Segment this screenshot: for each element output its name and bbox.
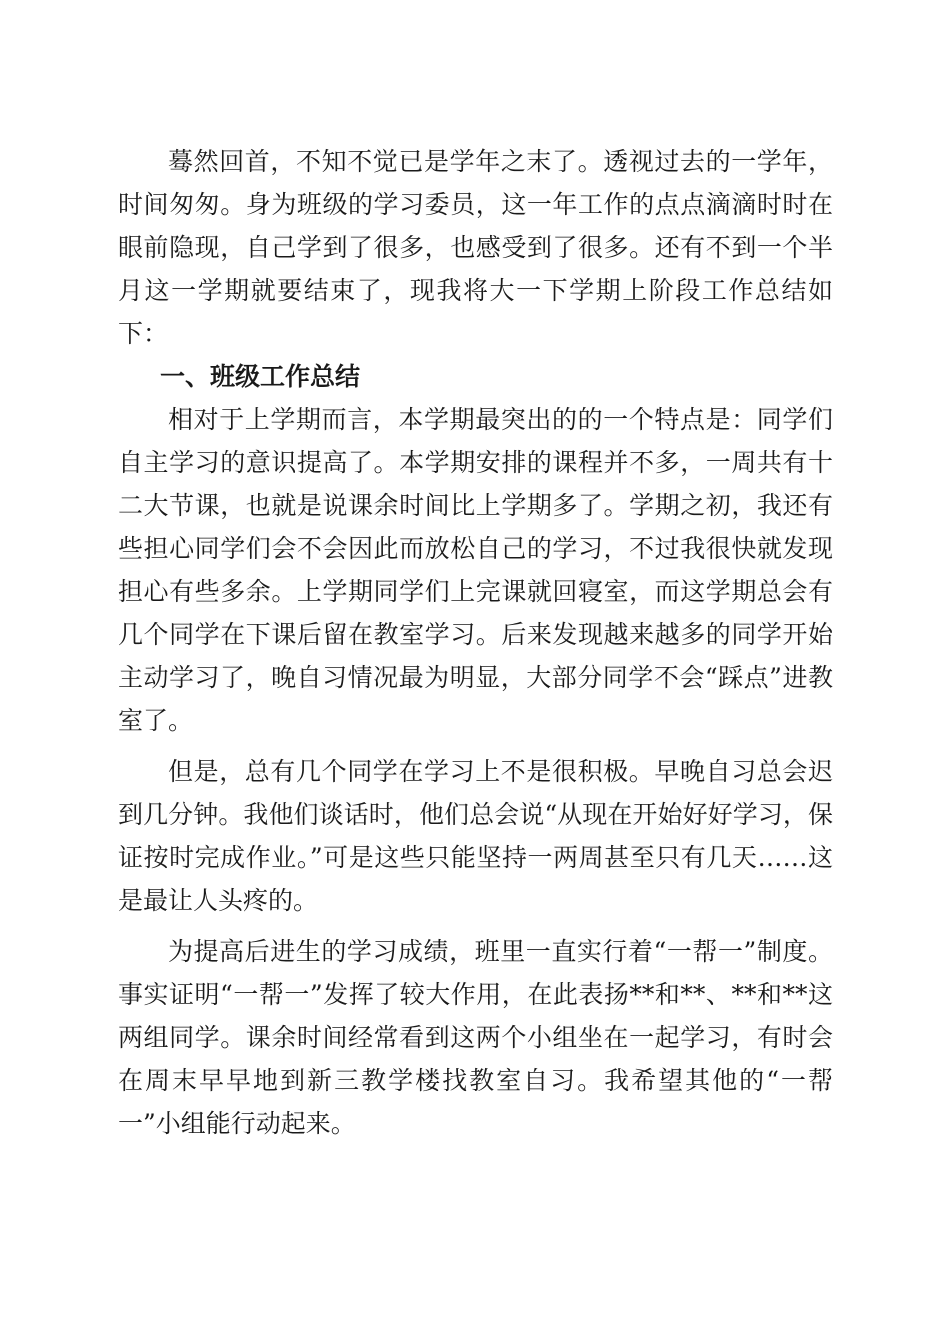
paragraph-problems: 但是，总有几个同学在学习上不是很积极。早晚自习总会迟到几分钟。我他们谈话时，他们总会说“从现在开始好好学习，保证按时完成作业。”可是这些只能坚持一两周甚至只有几天……这是最让人头疼的。 bbox=[118, 757, 833, 915]
paragraph-self-study: 相对于上学期而言，本学期最突出的的一个特点是：同学们自主学习的意识提高了。本学期安排的课程并不多，一周共有十二大节课，也就是说课余时间比上学期多了。学期之初，我还有些担心同学们会不会因此而放松自己的学习，不过我很快就发现担心有些多余。上学期同学们上完课就回寝室，而这学期总会有几个同学在下课后留在教室学习。后来发现越来越多的同学开始主动学习了，晚自习情况最为明显，大部分同学不会“踩点”进教室了。 bbox=[118, 405, 833, 735]
section-heading-class-work: 一、班级工作总结 bbox=[160, 362, 361, 391]
paragraph-one-help-one: 为提高后进生的学习成绩，班里一直实行着“一帮一”制度。事实证明“一帮一”发挥了较大作用，在此表扬**和**、**和**这两组同学。课余时间经常看到这两个小组坐在一起学习，有时会在周末早早地到新三教学楼找教室自习。我希望其他的“一帮一”小组能行动起来。 bbox=[118, 937, 833, 1138]
paragraph-intro: 蓦然回首，不知不觉已是学年之末了。透视过去的一学年，时间匆匆。身为班级的学习委员，这一年工作的点点滴滴时时在眼前隐现，自己学到了很多，也感受到了很多。还有不到一个半月这一学期就要结束了，现我将大一下学期上阶段工作总结如下： bbox=[118, 147, 833, 348]
document-body bbox=[118, 140, 833, 1145]
